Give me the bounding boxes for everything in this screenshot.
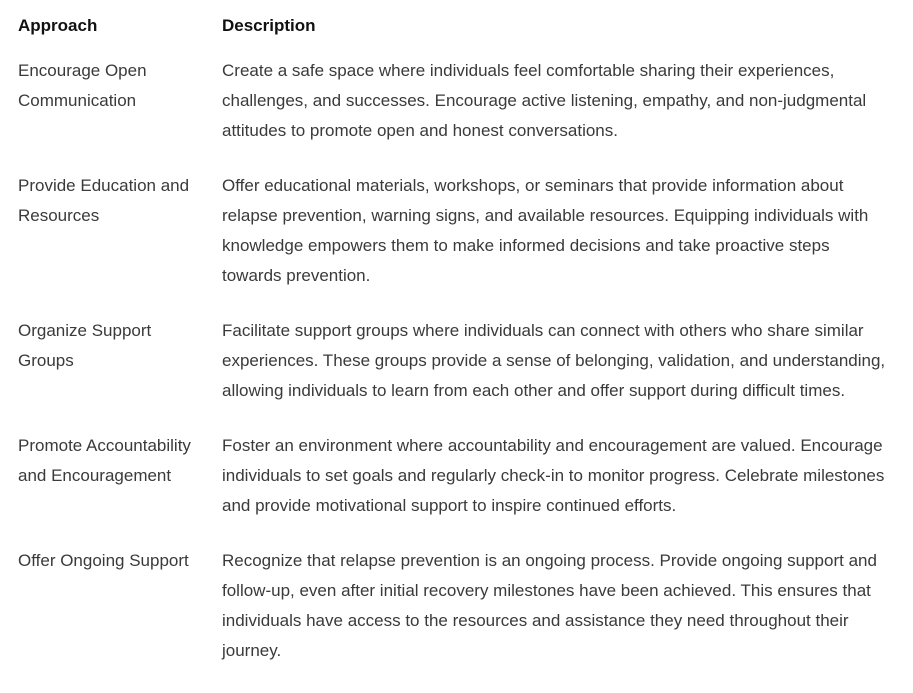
table-row bbox=[8, 166, 898, 311]
approach-cell: Encourage Open Communication bbox=[18, 61, 147, 110]
header-description: Description bbox=[222, 16, 316, 35]
table-header bbox=[8, 6, 898, 51]
description-cell: Create a safe space where individuals feel comfortable sharing their experiences, challenges, and successes. Encourage active listening, empathy, and non-judgmental attitudes to promote open and honest conversations. bbox=[222, 61, 867, 140]
table-row bbox=[8, 311, 898, 426]
approach-cell: Provide Education and Resources bbox=[18, 176, 190, 225]
approach-cell: Offer Ongoing Support bbox=[18, 551, 189, 570]
header-approach: Approach bbox=[18, 16, 98, 35]
description-cell: Recognize that relapse prevention is an ongoing process. Provide ongoing support and follow-up, even after initial recovery milestones have been achieved. This ensures that individuals have access to the resources and assistance they need throughout their journey. bbox=[222, 551, 877, 660]
description-cell: Foster an environment where accountability and encouragement are valued. Encourage individuals to set goals and regularly check-in to monitor progress. Celebrate milestones and provide motivational support to inspire continued efforts. bbox=[222, 436, 885, 515]
approach-cell: Promote Accountability and Encouragement bbox=[18, 436, 191, 485]
table-body bbox=[8, 51, 898, 686]
table-row bbox=[8, 426, 898, 541]
header-row bbox=[8, 6, 898, 51]
table-row bbox=[8, 51, 898, 166]
description-cell: Facilitate support groups where individuals can connect with others who share similar experiences. These groups provide a sense of belonging, validation, and understanding, allowing individuals to learn from each other and offer support during difficult times. bbox=[222, 321, 886, 400]
description-cell: Offer educational materials, workshops, or seminars that provide information about relapse prevention, warning signs, and available resources. Equipping individuals with knowledge empowers them to make informed decisions and take proactive steps towards prevention. bbox=[222, 176, 869, 285]
approach-table bbox=[8, 6, 898, 686]
table-row bbox=[8, 541, 898, 686]
approach-cell: Organize Support Groups bbox=[18, 321, 152, 370]
